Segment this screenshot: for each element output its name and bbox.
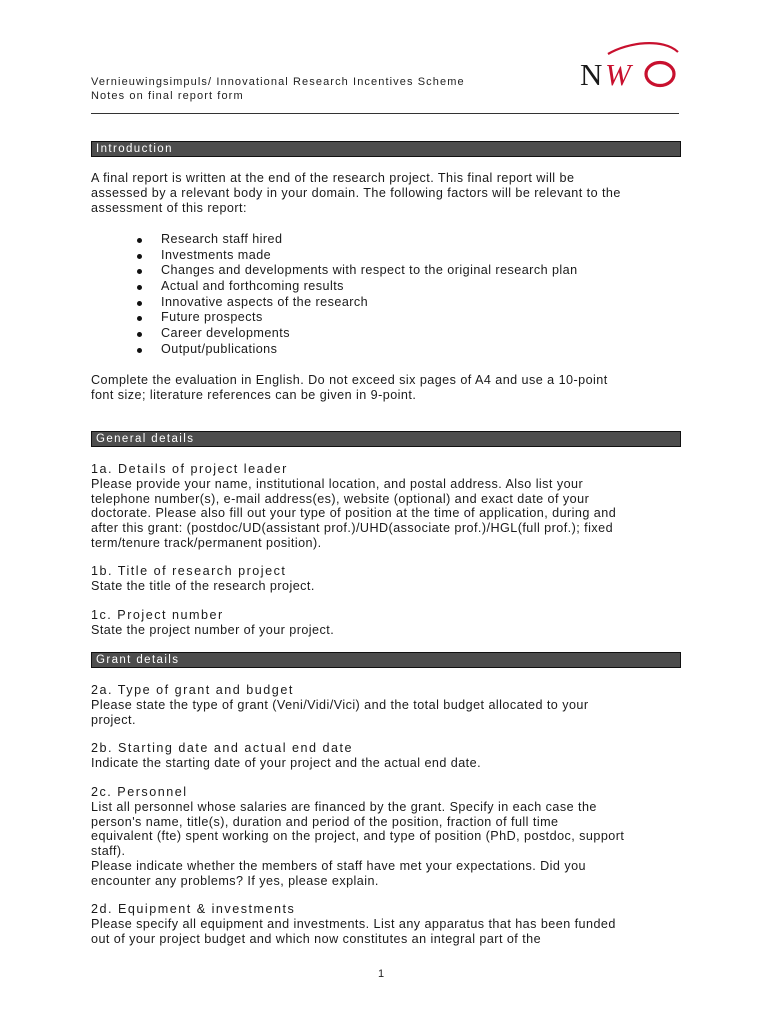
text-line: A final report is written at the end of the research project. This final report will be [91,171,575,185]
text-line: after this grant: (postdoc/UD(assistant prof.)/UHD(associate prof.)/HGL(full prof.); fixed [91,521,614,536]
text-line: telephone number(s), e-mail address(es), website (optional) and exact date of your [91,491,590,506]
format-instructions-paragraph [91,373,681,403]
list-item-text: Actual and forthcoming results [161,279,344,294]
text-line: State the project number of your project. [91,622,335,637]
list-item [135,279,578,295]
text-line: Please specify all equipment and investments. List any apparatus that has been funded [91,916,616,931]
list-item [135,310,578,326]
text-line: Indicate the starting date of your project and the actual end date. [91,755,482,770]
header-programme-title: Vernieuwingsimpuls/ Innovational Research Incentives Scheme [91,76,465,88]
text-line: font size; literature references can be given in 9-point. [91,387,417,402]
list-item-text: Investments made [161,247,272,262]
item-heading: 2c. Personnel [91,785,188,799]
list-item-text: Future prospects [161,310,263,325]
logo-letter-n: N [580,57,603,90]
text-line: out of your project budget and which now constitutes an integral part of the [91,931,542,946]
list-item [135,263,578,279]
list-item [135,248,578,264]
text-line: Complete the evaluation in English. Do not exceed six pages of A4 and use a 10-point [91,373,608,387]
header-divider [91,113,679,114]
text-line: List all personnel whose salaries are financed by the grant. Specify in each case the [91,799,597,814]
item-heading: 1a. Details of project leader [91,462,288,476]
text-line: equivalent (fte) spent working on the project, and type of position (PhD, postdoc, support [91,829,625,844]
page-number: 1 [378,968,385,980]
item-2a [91,683,681,727]
logo-letter-w: W [605,57,631,90]
item-2c [91,785,681,889]
item-heading: 2d. Equipment & investments [91,902,296,916]
text-line: project. [91,712,136,727]
text-line: Please state the type of grant (Veni/Vidi/Vici) and the total budget allocated to your [91,697,589,712]
assessment-factors-list [135,232,578,358]
logo-swoosh [608,43,678,54]
text-line: assessed by a relevant body in your domain. The following factors will be relevant to the [91,185,621,200]
text-line: staff). [91,844,126,859]
bullet-icon [137,301,142,306]
bullet-icon [137,269,142,274]
bullet-icon [137,316,142,321]
list-item [135,295,578,311]
list-item [135,232,578,248]
item-heading: 1c. Project number [91,608,224,622]
item-2b [91,741,681,771]
section-introduction: Introduction [91,141,681,157]
list-item-text: Career developments [161,326,290,341]
logo-text: NWO [578,40,581,41]
item-1b [91,564,681,594]
text-line: Please provide your name, institutional location, and postal address. Also list your [91,476,584,491]
list-item-text: Research staff hired [161,232,283,246]
item-heading: 2b. Starting date and actual end date [91,741,354,755]
text-line: person's name, title(s), duration and period of the position, fraction of full time [91,814,559,829]
item-1c [91,608,681,638]
item-heading: 1b. Title of research project [91,564,287,578]
item-2d [91,902,681,946]
list-item [135,326,578,342]
section-grant-details: Grant details [91,652,681,668]
list-item-text: Innovative aspects of the research [161,294,369,309]
text-line: term/tenure track/permanent position). [91,535,322,550]
bullet-icon [137,285,142,290]
bullet-icon [137,348,142,353]
item-1a [91,462,681,551]
list-item-text: Changes and developments with respect to the original research plan [161,263,578,278]
text-line: doctorate. Please also fill out your type of position at the time of application, during and [91,506,617,521]
list-item-text: Output/publications [161,341,278,356]
list-item [135,342,578,358]
bullet-icon [137,254,142,259]
intro-paragraph [91,171,681,215]
bullet-icon [137,238,142,243]
item-heading: 2a. Type of grant and budget [91,683,294,697]
nwo-logo [578,40,680,90]
text-line: encounter any problems? If yes, please explain. [91,873,379,888]
logo-letter-o [646,63,674,86]
text-line: Please indicate whether the members of staff have met your expectations. Did you [91,858,586,873]
text-line: State the title of the research project. [91,578,315,593]
section-general-details: General details [91,431,681,447]
header-document-subtitle: Notes on final report form [91,90,244,102]
bullet-icon [137,332,142,337]
text-line: assessment of this report: [91,200,247,215]
